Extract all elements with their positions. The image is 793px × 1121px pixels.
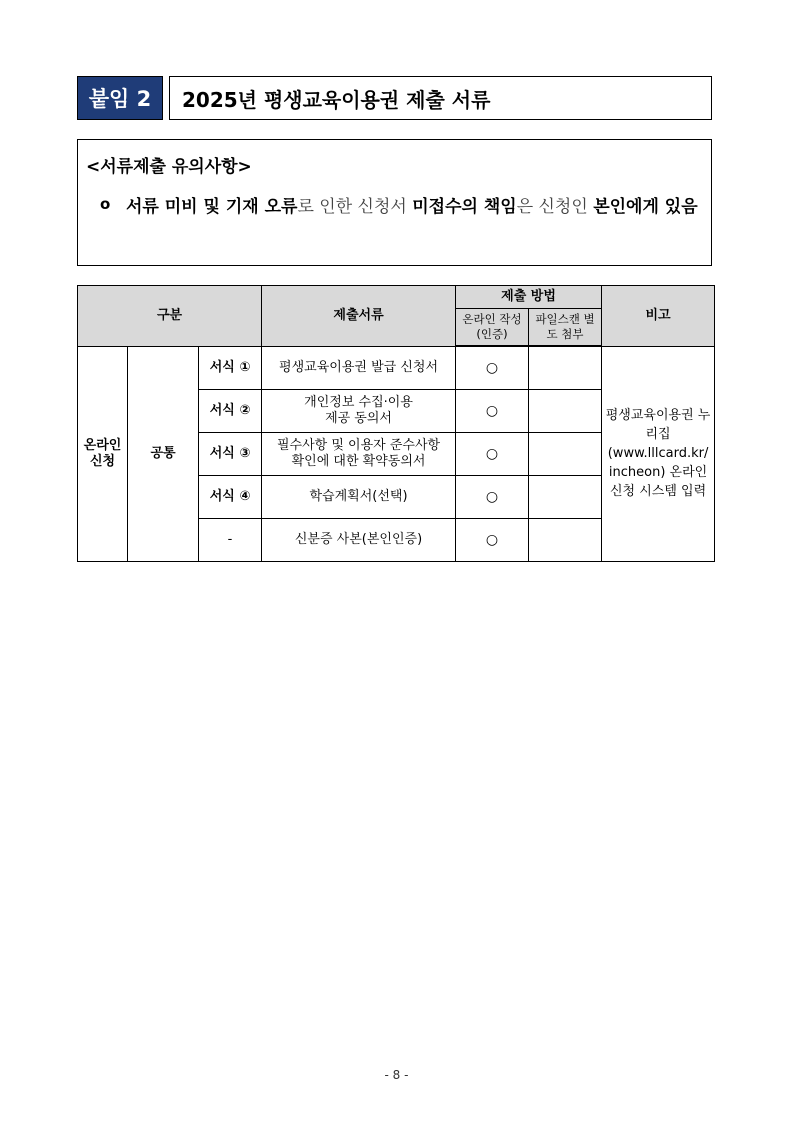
doc-cell: 필수사항 및 이용자 준수사항 확인에 대한 확약동의서 [262, 433, 456, 476]
scan-cell [529, 519, 602, 562]
attachment-badge: 붙임 2 [77, 76, 163, 120]
online-cell: ○ [456, 390, 529, 433]
notice-part: 서류 미비 및 기재 오류 [126, 197, 298, 217]
notice-heading: <서류제출 유의사항> [86, 157, 252, 177]
online-cell: ○ [456, 433, 529, 476]
scan-cell [529, 433, 602, 476]
subgroup-cell: 공통 [128, 346, 199, 562]
documents-table [77, 285, 715, 562]
header-scan: 파일스캔 별도 첨부 [529, 309, 602, 347]
header-documents: 제출서류 [262, 286, 456, 347]
doc-cell: 신분증 사본(본인인증) [262, 519, 456, 562]
page-title: 2025년 평생교육이용권 제출 서류 [169, 76, 712, 120]
form-cell: 서식 ④ [199, 476, 262, 519]
remark-cell: 평생교육이용권 누리집 (www.lllcard.kr/ incheon) 온라인 신청 시스템 입력 [602, 346, 715, 562]
notice-part: 로 인한 신청서 [297, 197, 413, 217]
form-cell: 서식 ② [199, 390, 262, 433]
scan-cell [529, 476, 602, 519]
doc-cell: 평생교육이용권 발급 신청서 [262, 346, 456, 390]
form-cell: - [199, 519, 262, 562]
table-row [78, 346, 715, 390]
online-cell: ○ [456, 476, 529, 519]
scan-cell [529, 346, 602, 390]
group-cell: 온라인 신청 [78, 346, 128, 562]
doc-cell: 학습계획서(선택) [262, 476, 456, 519]
header-category: 구분 [78, 286, 262, 347]
form-cell: 서식 ① [199, 346, 262, 390]
notice-part: 미접수의 책임 [412, 197, 517, 217]
notice-part: 은 신청인 [516, 197, 594, 217]
header-method: 제출 방법 [456, 286, 602, 309]
doc-cell: 개인정보 수집·이용 제공 동의서 [262, 390, 456, 433]
page-number: - 8 - [384, 1068, 409, 1082]
notice-part: 본인에게 있음 [593, 197, 698, 217]
header-online: 온라인 작성(인증) [456, 309, 529, 347]
online-cell: ○ [456, 519, 529, 562]
form-cell: 서식 ③ [199, 433, 262, 476]
notice-box [77, 139, 712, 266]
online-cell: ○ [456, 346, 529, 390]
bullet-icon: o [100, 195, 111, 213]
scan-cell [529, 390, 602, 433]
header-remark: 비고 [602, 286, 715, 347]
notice-text [126, 190, 706, 224]
